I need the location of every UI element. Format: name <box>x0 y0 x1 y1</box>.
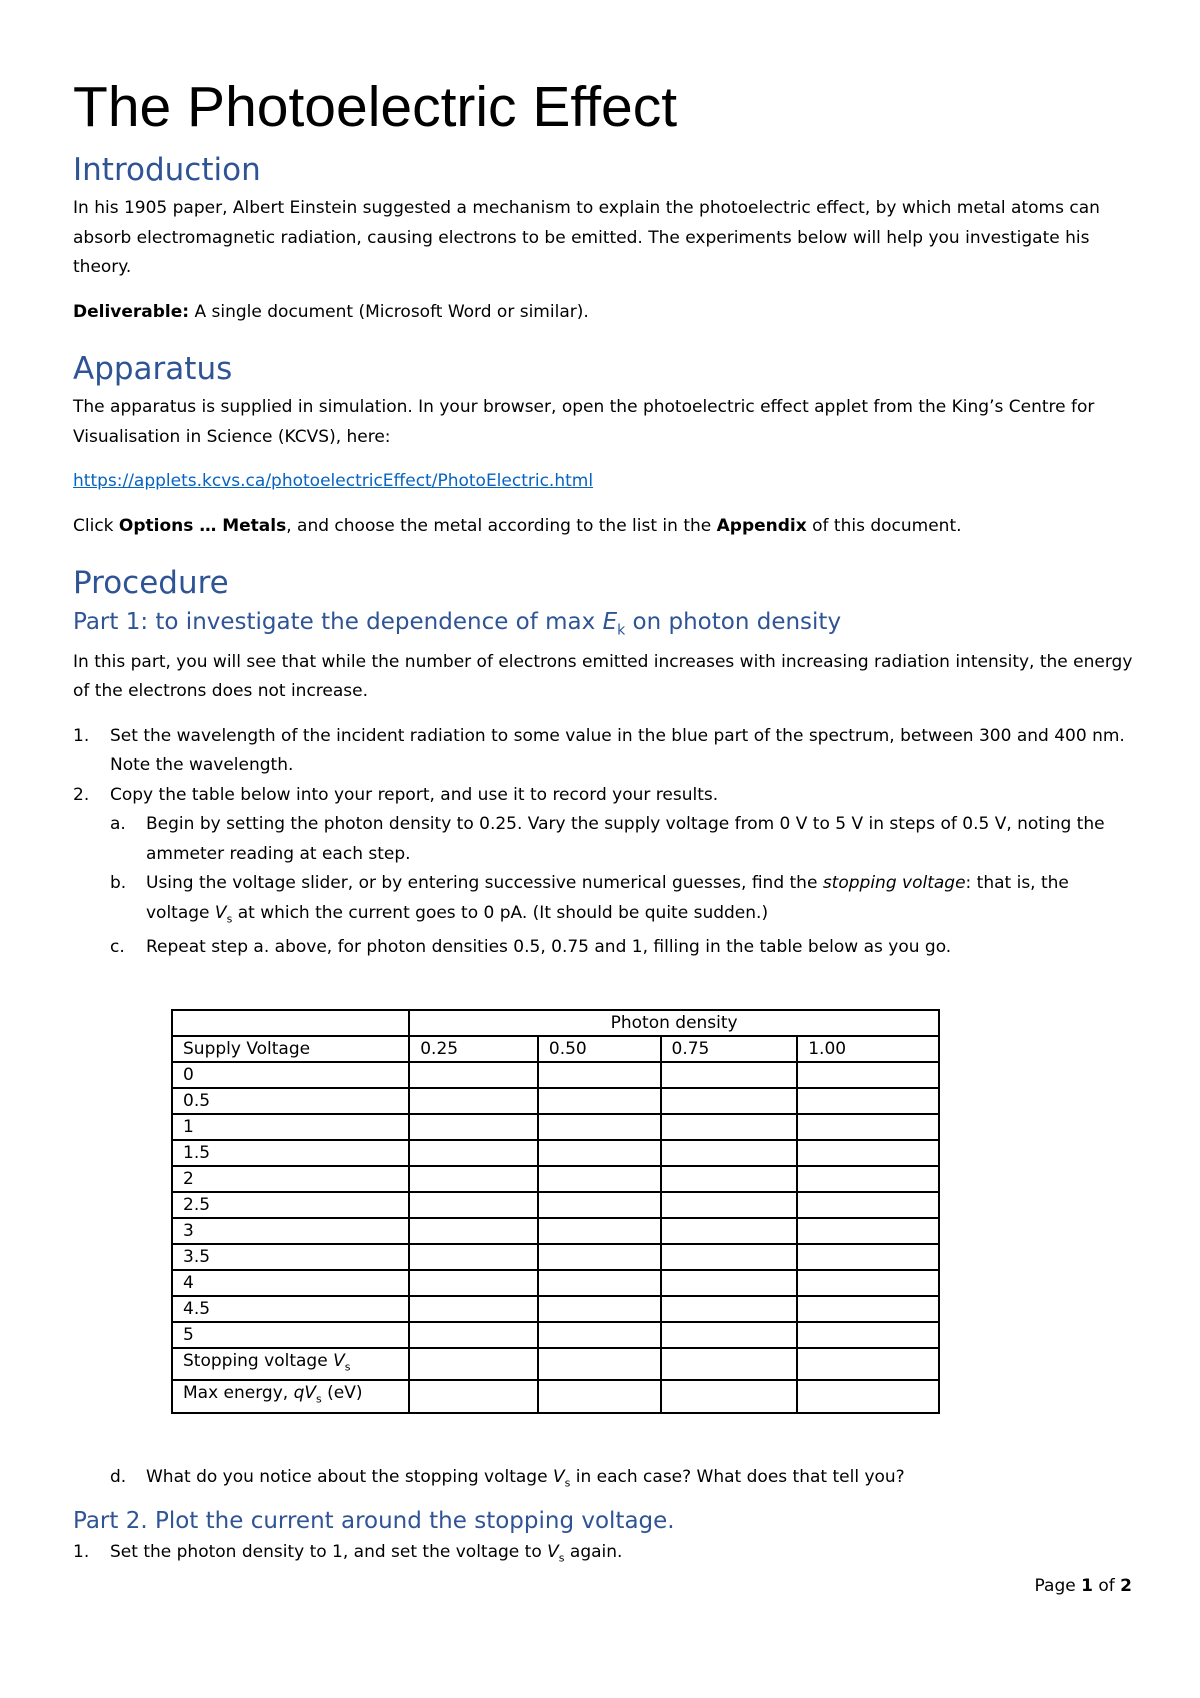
table-cell <box>538 1166 661 1192</box>
list-item <box>73 1463 1133 1498</box>
row-label-text: Max energy, <box>183 1383 294 1404</box>
page-total: 2 <box>1120 1576 1132 1596</box>
table-header-row <box>172 1010 939 1036</box>
deliverable-label: Deliverable: <box>73 301 190 322</box>
substep-letter: d. <box>110 1467 127 1487</box>
table-cell <box>538 1244 661 1270</box>
table-cell <box>409 1140 538 1166</box>
table-cell <box>538 1062 661 1088</box>
table-cell <box>538 1192 661 1218</box>
options-instruction <box>73 512 1133 542</box>
table-cell <box>538 1218 661 1244</box>
substep-letter: b. <box>110 873 127 894</box>
applet-link-paragraph <box>73 467 1133 497</box>
table-cell <box>661 1270 798 1296</box>
table-cell <box>661 1192 798 1218</box>
table-cell <box>661 1218 798 1244</box>
row-label: 1.5 <box>172 1140 409 1166</box>
table-cell <box>661 1322 798 1348</box>
table-cell <box>409 1088 538 1114</box>
part1-question <box>73 1463 1133 1498</box>
max-energy-label <box>172 1380 409 1412</box>
table-cell <box>538 1296 661 1322</box>
energy-symbol: E <box>602 609 618 635</box>
voltage-subscript: s <box>344 1360 351 1374</box>
introduction-text: In his 1905 paper, Albert Einstein suggested a mechanism to explain the photoelectric effect, by which metal atoms can absorb electromagnetic radiation, causing electrons to be emitted. The experiments below will help you investigate his theory. <box>73 198 1100 277</box>
table-row <box>172 1140 939 1166</box>
table-cell <box>538 1140 661 1166</box>
list-item <box>73 933 1133 963</box>
row-label: 0.5 <box>172 1088 409 1114</box>
part1-intro: In this part, you will see that while the number of electrons emitted increases with increasing radiation intensity, the energy of the electrons does not increase. <box>73 651 1133 702</box>
table-cell <box>409 1322 538 1348</box>
voltage-subscript: s <box>564 1476 571 1490</box>
column-header: 1.00 <box>797 1036 939 1062</box>
row-label: 2.5 <box>172 1192 409 1218</box>
step-number: 1. <box>73 1541 90 1562</box>
table-cell <box>661 1140 798 1166</box>
page-number: 1 <box>1081 1576 1093 1596</box>
deliverable-paragraph <box>73 298 1133 328</box>
table-cell <box>661 1062 798 1088</box>
step-text: again. <box>564 1541 623 1562</box>
substep-text: Using the voltage slider, or by entering successive numerical guesses, find the <box>146 873 823 894</box>
table-row <box>172 1166 939 1192</box>
substep-text: : that is, the voltage <box>146 873 1069 923</box>
substep-text: Begin by setting the photon density to 0.25. Vary the supply voltage from 0 V to 5 V in steps of 0.5 V, noting the ammeter reading at each step. <box>146 814 1105 864</box>
step-text: Set the wavelength of the incident radiation to some value in the blue part of the spectrum, between 300 and 400 nm. Note the wavelength. <box>110 725 1125 776</box>
voltage-symbol: V <box>333 1351 345 1371</box>
step-number: 1. <box>73 725 90 746</box>
table-cell <box>797 1218 939 1244</box>
table-cell <box>409 1270 538 1296</box>
instruction-text: Click <box>73 515 119 536</box>
table-cell <box>409 1296 538 1322</box>
list-item <box>73 781 1133 811</box>
row-label-text: Stopping voltage <box>183 1351 334 1371</box>
table-cell <box>797 1114 939 1140</box>
page-footer <box>1035 1576 1132 1596</box>
table-cell <box>661 1244 798 1270</box>
table-cell <box>409 1114 538 1140</box>
deliverable-text: A single document (Microsoft Word or similar). <box>189 301 589 322</box>
table-cell <box>538 1114 661 1140</box>
row-label: 3 <box>172 1218 409 1244</box>
photon-density-header: Photon density <box>409 1010 939 1036</box>
column-header: 0.50 <box>538 1036 661 1062</box>
voltage-symbol: V <box>552 1467 565 1487</box>
energy-symbol: qV <box>293 1383 317 1404</box>
table-row <box>172 1270 939 1296</box>
table-cell <box>409 1218 538 1244</box>
stopping-voltage-label <box>172 1348 409 1380</box>
row-label: 3.5 <box>172 1244 409 1270</box>
table-cell <box>538 1348 661 1380</box>
after-table-content <box>73 1463 1133 1573</box>
step-text: Set the photon density to 1, and set the voltage to <box>110 1541 548 1562</box>
part1-steps <box>73 722 1133 811</box>
table-row <box>172 1062 939 1088</box>
substep-text: in each case? What does that tell you? <box>570 1467 905 1487</box>
table-cell <box>797 1348 939 1380</box>
substep-letter: a. <box>110 814 126 835</box>
table-cell <box>409 1380 538 1412</box>
part2-steps <box>73 1538 1133 1573</box>
table-row <box>172 1088 939 1114</box>
substep-text: What do you notice about the stopping voltage <box>146 1467 553 1487</box>
list-item <box>73 810 1133 869</box>
table-cell <box>797 1244 939 1270</box>
table-column-row <box>172 1036 939 1062</box>
list-item <box>73 1538 1133 1573</box>
results-table <box>171 1009 940 1414</box>
page-title: The Photoelectric Effect <box>73 75 678 139</box>
instruction-text: of this document. <box>806 515 962 536</box>
table-cell <box>661 1114 798 1140</box>
table-cell <box>538 1088 661 1114</box>
row-label: 5 <box>172 1322 409 1348</box>
list-item <box>73 869 1133 933</box>
energy-unit: (eV) <box>321 1383 363 1404</box>
footer-text: of <box>1092 1576 1121 1596</box>
voltage-symbol: V <box>214 902 227 923</box>
appendix-label: Appendix <box>716 515 807 536</box>
applet-link[interactable]: https://applets.kcvs.ca/photoelectricEffect/PhotoElectric.html <box>73 471 594 491</box>
table-cell <box>661 1348 798 1380</box>
instruction-text: , and choose the metal according to the list in the <box>286 515 717 536</box>
supply-voltage-header: Supply Voltage <box>172 1036 409 1062</box>
table-row <box>172 1192 939 1218</box>
options-metals-label: Options … Metals <box>118 515 287 536</box>
part1-heading-text: on photon density <box>625 609 842 635</box>
step-text: Copy the table below into your report, and use it to record your results. <box>110 784 719 805</box>
table-cell <box>797 1088 939 1114</box>
table-row <box>172 1218 939 1244</box>
table-cell <box>409 1166 538 1192</box>
table-cell <box>661 1296 798 1322</box>
substep-letter: c. <box>110 937 125 958</box>
column-header: 0.75 <box>661 1036 798 1062</box>
max-energy-row <box>172 1380 939 1412</box>
apparatus-heading: Apparatus <box>73 351 233 387</box>
voltage-symbol: V <box>547 1541 559 1562</box>
procedure-heading: Procedure <box>73 565 229 601</box>
table-cell <box>797 1270 939 1296</box>
table-cell <box>172 1010 409 1036</box>
table-cell <box>538 1380 661 1412</box>
table-row <box>172 1322 939 1348</box>
table-cell <box>409 1348 538 1380</box>
voltage-subscript: s <box>558 1551 565 1565</box>
step-number: 2. <box>73 784 90 805</box>
energy-subscript: k <box>617 622 626 639</box>
column-header: 0.25 <box>409 1036 538 1062</box>
table-cell <box>661 1166 798 1192</box>
row-label: 1 <box>172 1114 409 1140</box>
table-row <box>172 1296 939 1322</box>
substep-text: Repeat step a. above, for photon densities 0.5, 0.75 and 1, filling in the table below as you go. <box>146 937 952 958</box>
row-label: 4 <box>172 1270 409 1296</box>
table-cell <box>538 1322 661 1348</box>
stopping-voltage-term: stopping voltage <box>822 873 966 894</box>
row-label: 2 <box>172 1166 409 1192</box>
table-cell <box>797 1140 939 1166</box>
table-cell <box>409 1192 538 1218</box>
table-cell <box>797 1322 939 1348</box>
list-item <box>73 722 1133 781</box>
stopping-voltage-row <box>172 1348 939 1380</box>
table-cell <box>797 1380 939 1412</box>
apparatus-text: The apparatus is supplied in simulation. In your browser, open the photoelectric effect applet from the King’s Centre for Visualisation in Science (KCVS), here: <box>73 397 1095 447</box>
page-content <box>73 70 1133 963</box>
table-row <box>172 1114 939 1140</box>
table-cell <box>797 1296 939 1322</box>
part1-heading <box>73 607 1133 646</box>
row-label: 0 <box>172 1062 409 1088</box>
table-cell <box>538 1270 661 1296</box>
table-cell <box>409 1062 538 1088</box>
table-cell <box>661 1380 798 1412</box>
footer-text: Page <box>1034 1576 1082 1596</box>
part1-substeps <box>73 810 1133 963</box>
part1-heading-text: Part 1: to investigate the dependence of max <box>73 609 603 635</box>
voltage-subscript: s <box>226 911 233 925</box>
table-row <box>172 1244 939 1270</box>
table-cell <box>797 1166 939 1192</box>
table-cell <box>797 1192 939 1218</box>
part2-heading: Part 2. Plot the current around the stopping voltage. <box>73 1507 675 1534</box>
row-label: 4.5 <box>172 1296 409 1322</box>
table-cell <box>661 1088 798 1114</box>
substep-text: at which the current goes to 0 pA. (It should be quite sudden.) <box>232 902 769 923</box>
table-cell <box>797 1062 939 1088</box>
energy-subscript: s <box>316 1392 322 1406</box>
introduction-heading: Introduction <box>73 152 261 188</box>
table-cell <box>409 1244 538 1270</box>
